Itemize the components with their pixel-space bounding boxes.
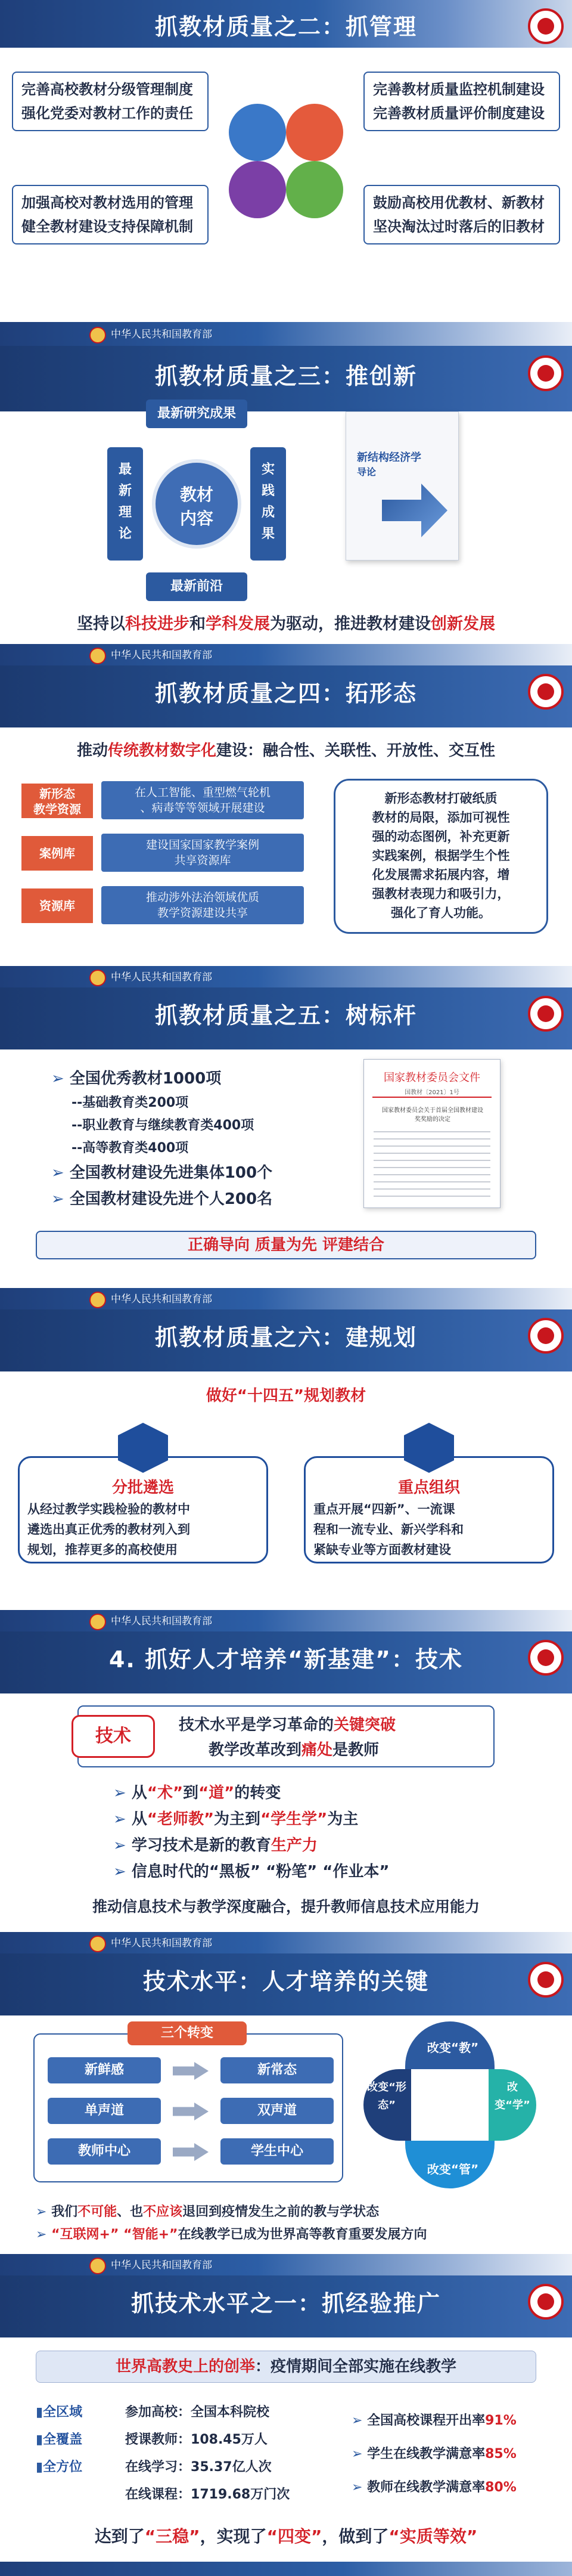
key-value: 在线课程：1719.68万门次 — [125, 2487, 290, 2502]
seal-icon — [89, 648, 106, 664]
bar-new-form: 在人工智能、重型燃气轮机 、病毒等等领域开展建设 — [101, 781, 304, 819]
slide-title: 抓教材质量之五：树标杆 — [154, 1002, 417, 1029]
slide-header — [0, 644, 572, 727]
note-2: ➢ “互联网+” “智能+”在线教学已成为世界高等教育重要发展方向 — [36, 2227, 427, 2242]
ministry-logo: 中华人民共和国教育部 — [89, 968, 268, 989]
emblem-icon — [528, 8, 564, 44]
seal-icon — [89, 1614, 106, 1630]
bar-resource-library: 推动涉外法治领域优质 教学资源建设共享 — [101, 886, 304, 924]
stat-teacher-satisfaction: ➢ 教师在线教学满意率80% — [352, 2480, 517, 2495]
book-sub: 导论 — [357, 466, 377, 478]
bullet-item: ➢ 信息时代的“黑板” “粉笔” “作业本” — [113, 1863, 390, 1881]
book-cover — [346, 411, 459, 561]
change-wheel — [363, 2021, 542, 2194]
wheel-learn: 改变“学” — [495, 2081, 530, 2111]
doc-head: 国家教材委员会文件 — [384, 1072, 480, 1084]
lead-line: 做好“十四五”规划教材 — [206, 1387, 366, 1405]
box-top-right: 完善教材质量监控机制建设 完善教材质量评价制度建设 — [363, 72, 560, 131]
slide-manage — [0, 0, 572, 322]
ministry-logo: 中华人民共和国教育部 — [89, 1612, 268, 1633]
ministry-logo: 中华人民共和国教育部 — [89, 646, 268, 667]
key-value: 在线学习：35.37亿人次 — [125, 2460, 272, 2475]
slide-header — [0, 1288, 572, 1371]
slide-header — [0, 0, 572, 48]
emblem-icon — [528, 1640, 564, 1676]
label-coverage: ▮全覆盖 — [36, 2432, 83, 2447]
spoke-top: 最新研究成果 — [146, 400, 247, 428]
panel-left-title: 分批遴选 — [111, 1479, 174, 1497]
slide-title: 抓技术水平之一：抓经验推广 — [130, 2290, 441, 2317]
box-top-left: 完善高校教材分级管理制度 强化党委对教材工作的责任 — [12, 72, 209, 131]
ministry-logo: 中华人民共和国教育部 — [89, 1290, 268, 1311]
bullet-item: ➢ 从“术”到“道”的转变 — [113, 1784, 281, 1802]
bullet-item: ➢ 全国优秀教材1000项 — [51, 1070, 222, 1088]
pill-to: 新常态 — [220, 2057, 334, 2083]
bullet-item: ➢ 学习技术是新的教育生产力 — [113, 1837, 318, 1854]
emblem-icon — [528, 355, 564, 391]
box-bottom-right: 鼓励高校用优教材、新教材 坚决淘汰过时落后的旧教材 — [363, 185, 560, 244]
hub-circle: 教材 内容 — [152, 459, 241, 549]
sub-item: --基础教育类200项 — [72, 1095, 189, 1110]
transform-box-title: 三个转变 — [128, 2021, 247, 2045]
slide-header — [0, 1610, 572, 1693]
slide-title: 抓教材质量之六：建规划 — [154, 1324, 417, 1351]
ministry-logo: 中华人民共和国教育部 — [89, 326, 268, 346]
wheel-manage: 改变“管” — [427, 2162, 479, 2176]
slide-title: 抓教材质量之二：抓管理 — [154, 14, 417, 40]
bar-case-library: 建设国家国家教学案例 共享资源库 — [101, 834, 304, 872]
stat-course-rate: ➢ 全国高校课程开出率91% — [352, 2413, 517, 2428]
slide-benchmark — [0, 966, 572, 1288]
seal-icon — [89, 970, 106, 986]
cone-icon — [286, 104, 343, 161]
bullet-item: ➢ 全国教材建设先进集体100个 — [51, 1164, 273, 1182]
slide-header — [0, 966, 572, 1049]
slide-title: 抓教材质量之三：推创新 — [154, 363, 417, 389]
slide-title: 抓教材质量之四：拓形态 — [154, 680, 417, 707]
feat-banner: 世界高教史上的创举：疫情期间全部实施在线教学 — [36, 2351, 536, 2383]
label-region: ▮全区域 — [36, 2405, 83, 2420]
pill-from: 单声道 — [48, 2098, 161, 2124]
panel-right-text: 重点开展“四新”、一流课 程和一流专业、新兴学科和 紧缺专业等方面教材建设 — [313, 1502, 464, 1557]
slide-title: 4. 抓好人才培养“新基建”：技术 — [108, 1646, 464, 1673]
tagline: 坚持以科技进步和学科发展为驱动，推进教材建设创新发展 — [77, 615, 495, 633]
side-panel: 新形态教材打破纸质 教材的局限，添加可视性 强的动态图例，补充更新 实践案例，根据学生个性 化发展需求拓展内容，增 强教材表现力和吸引力， 强化了育人功能。 — [334, 779, 548, 934]
wheel-teach: 改变“教” — [427, 2041, 479, 2055]
pill-to: 学生中心 — [220, 2138, 334, 2165]
tag-case-library: 案例库 — [21, 836, 93, 871]
slide-tech — [0, 1610, 572, 1932]
emblem-icon — [528, 674, 564, 710]
pill-from: 教师中心 — [48, 2138, 161, 2165]
emblem-icon — [528, 1318, 564, 1354]
slide-key — [0, 1932, 572, 2254]
panel-right-title: 重点组织 — [397, 1479, 460, 1497]
petal-graphic — [226, 101, 346, 221]
slide-experience — [0, 2254, 572, 2576]
slide-header — [0, 1932, 572, 2015]
tech-badge: 技术 — [72, 1715, 155, 1758]
panel-left-text: 从经过教学实践检验的教材中 遴选出真正优秀的教材列入到 规划，推荐更多的高校使用 — [27, 1502, 190, 1557]
key-value: 授课教师：108.45万人 — [125, 2432, 268, 2447]
slide-plan — [0, 1288, 572, 1610]
doc-num: 国教材〔2021〕1号 — [405, 1089, 459, 1096]
slide-header — [0, 2254, 572, 2337]
slide-header — [0, 322, 572, 417]
tech-footer: 推动信息技术与教学深度融合，提升教师信息技术应用能力 — [92, 1898, 480, 1915]
slide-form — [0, 644, 572, 966]
note-1: ➢ 我们不可能、也不应该退回到疫情发生之前的教与学状态 — [36, 2205, 380, 2219]
ministry-logo: 中华人民共和国教育部 — [89, 2256, 268, 2277]
seal-icon — [89, 1936, 106, 1952]
label-all-aspects: ▮全方位 — [36, 2460, 83, 2475]
tech-line-1: 技术水平是学习革命的关键突破 — [179, 1716, 396, 1734]
pen-icon — [229, 104, 286, 161]
key-value: 参加高校：全国本科院校 — [125, 2405, 270, 2420]
spoke-right: 实 践 成 果 — [250, 447, 286, 561]
emblem-icon — [528, 1962, 564, 1998]
seal-icon — [89, 1292, 106, 1308]
emblem-icon — [528, 996, 564, 1032]
ministry-logo: 中华人民共和国教育部 — [89, 1934, 268, 1955]
doc-title: 国家教材委员会关于首届全国教材建设奖奖励的决定 — [382, 1107, 483, 1123]
tech-line-2: 教学改革改到痛处是教师 — [209, 1741, 380, 1759]
stat-student-satisfaction: ➢ 学生在线教学满意率85% — [352, 2447, 517, 2462]
slogan-banner: 正确导向 质量为先 评建结合 — [36, 1231, 536, 1259]
box-bottom-left: 加强高校对教材选用的管理 健全教材建设支持保障机制 — [12, 185, 209, 244]
document-image — [363, 1059, 500, 1208]
chart-icon — [286, 161, 343, 218]
bullet-item: ➢ 从“老师教”为主到“学生学”为主 — [113, 1810, 359, 1828]
sub-item: --高等教育类400项 — [72, 1141, 189, 1156]
sub-item: --职业教育与继续教育类400项 — [72, 1118, 254, 1133]
emblem-icon — [528, 2284, 564, 2320]
book-title: 新结构经济学 — [357, 451, 421, 464]
tag-new-form: 新形态 教学资源 — [21, 784, 93, 818]
lead-line: 推动传统教材数字化建设：融合性、关联性、开放性、交互性 — [76, 742, 496, 760]
seal-icon — [89, 2258, 106, 2274]
spoke-bottom: 最新前沿 — [146, 572, 247, 601]
seal-icon — [89, 327, 106, 343]
pill-from: 新鲜感 — [48, 2057, 161, 2083]
exp-footer: 达到了“三稳”，实现了“四变”，做到了“实质等效” — [94, 2527, 478, 2546]
wheel-form: 改变“形态” — [367, 2081, 406, 2111]
graph-icon — [229, 161, 286, 218]
spoke-left: 最 新 理 论 — [107, 447, 143, 561]
slide-innovate — [0, 322, 572, 644]
pill-to: 双声道 — [220, 2098, 334, 2124]
bullet-item: ➢ 全国教材建设先进个人200名 — [51, 1190, 273, 1208]
book-graphic — [382, 484, 447, 537]
slide-title: 技术水平：人才培养的关键 — [142, 1968, 429, 1995]
tag-resource-library: 资源库 — [21, 888, 93, 923]
